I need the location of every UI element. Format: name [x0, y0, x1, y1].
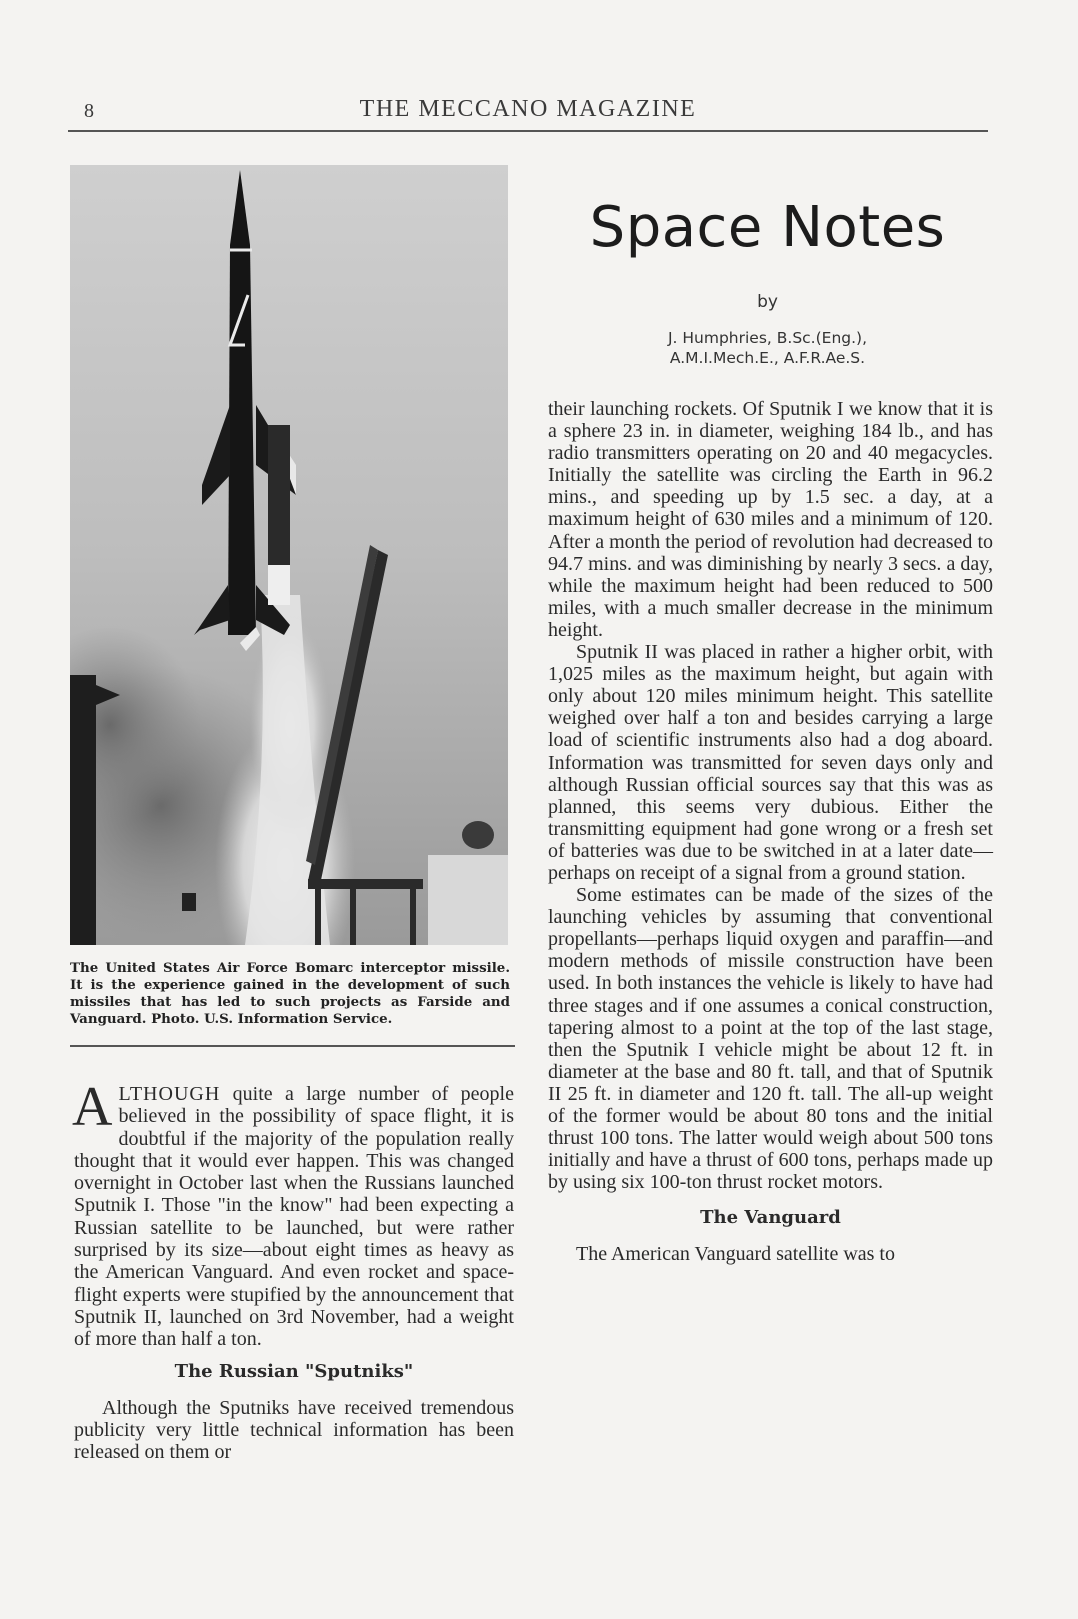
page-header: [68, 92, 988, 132]
lead-word: LTHOUGH: [118, 1083, 221, 1105]
intro-text: quite a large number of people believed in the possibility of space flight, it is doubtful if the majority of the population really thought that it would ever happen. This was changed overnight in October last when the Russians launched Sputnik I. Those "in the know" had been expecting a Russian satellite to be launched, but were rather surprised by its size—about eight times as heavy as the American Vanguard. And even rocket and space-flight experts were stupified by the announcement that Sputnik II, launched on 3rd November, had a weight of more than half a ton.: [74, 1083, 514, 1351]
photo-caption: The United States Air Force Bomarc interceptor missile. It is the experience gained in the development of such missiles that has led to such projects as Farside and Vanguard. Photo. U.S. Information Service.: [70, 960, 510, 1027]
intro-paragraph: [72, 1076, 514, 1351]
rocket-illustration: [70, 165, 508, 945]
paragraph-vanguard: The American Vanguard satellite was to: [576, 1243, 895, 1266]
left-column: [72, 1076, 514, 1464]
author-line-1: J. Humphries, B.Sc.(Eng.),: [667, 329, 868, 347]
magazine-title: THE MECCANO MAGAZINE: [359, 96, 697, 122]
caption-rule: [70, 1045, 515, 1047]
drop-cap: A: [72, 1076, 113, 1138]
paragraph-launch-vehicles: Some estimates can be made of the sizes of the launching vehicles by assuming that conventional propellants—perhaps liquid oxygen and paraffin—and modern methods of missile construction have been used. In both instances the vehicle is likely to have had three stages and if one assumes a conical construction, tapering almost to a point at the top of the last stage, then the Sputnik I vehicle might be about 12 ft. in diameter at the base and 80 ft. tall, and that of Sputnik II 25 ft. in diameter and 120 ft. tall. The all-up weight of the former would be about 80 tons and the initial thrust 100 tons. The latter would weigh about 500 tons initially and have a thrust of 600 tons, perhaps made up by using six 100-ton thrust rocket motors.: [548, 884, 993, 1194]
byline-by: by: [757, 292, 778, 312]
right-column: [548, 398, 993, 1265]
rocket-launch-photo: [70, 165, 508, 945]
page-number: 8: [84, 100, 94, 122]
article-title: Space Notes: [589, 195, 946, 260]
author-line-2: A.M.I.Mech.E., A.F.R.Ae.S.: [669, 349, 866, 367]
byline-author: [540, 328, 995, 368]
header-rule: [68, 130, 988, 132]
paragraph-sputnik-one: their launching rockets. Of Sputnik I we know that it is a sphere 23 in. in diameter, weighing 184 lb., and has radio transmitters operating on 20 and 40 megacycles. Initially the satellite was circling the Earth in 96.2 mins., and speeding up by 1.5 sec. a day, at a maximum height of 630 miles and a minimum of 120. After a month the period of revolution had decreased to 94.7 mins. and was diminishing by nearly 3 secs. a day, while the maximum height had been reduced to 500 miles, with a much smaller decrease in the minimum height.: [548, 398, 993, 641]
subhead-russian-sputniks: The Russian "Sputniks": [174, 1360, 414, 1382]
paragraph-sputnik-two: Sputnik II was placed in rather a higher orbit, with 1,025 miles as the maximum height, but again with only about 120 miles minimum height. This satellite weighed over half a ton and besides carrying a large load of scientific instruments also had a dog aboard. Information was transmitted for seven days only and although Russian official sources say that this was as planned, this seems very dubious. Either the transmitting equipment had gone wrong or a fresh set of batteries was due to be switched in at a later date—perhaps on receipt of a signal from a ground station.: [548, 641, 993, 884]
subhead-vanguard: The Vanguard: [700, 1207, 841, 1229]
sputniks-paragraph: Although the Sputniks have received tremendous publicity very little technical information has been released on them or: [74, 1396, 514, 1464]
